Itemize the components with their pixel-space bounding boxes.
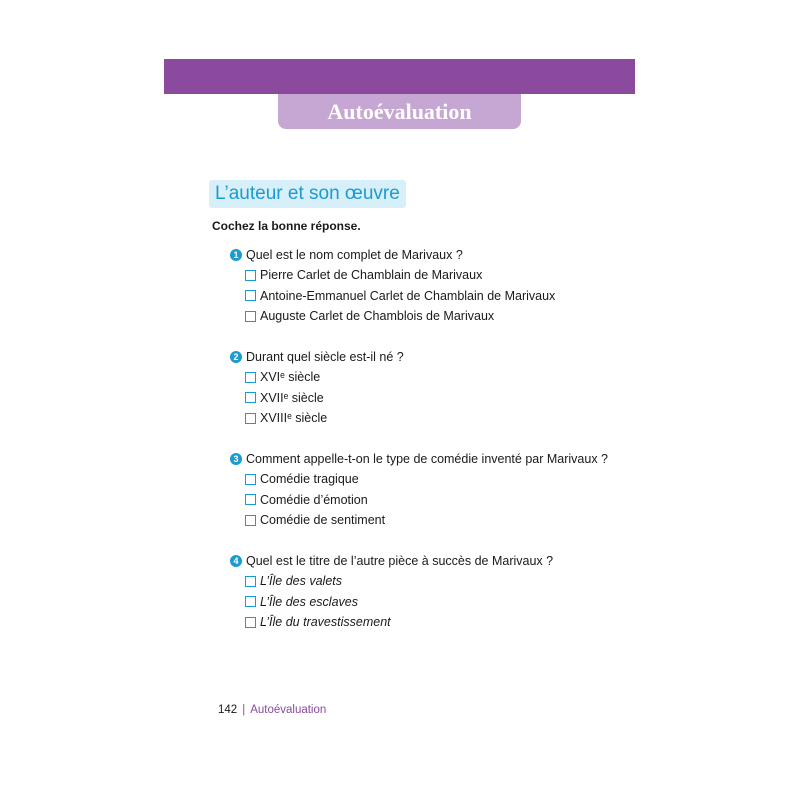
page-number: 142 (218, 704, 238, 716)
answer-checkbox[interactable] (245, 290, 256, 301)
answer-label: XVIIᵉ siècle (260, 390, 324, 405)
answer-label: XVIᵉ siècle (260, 370, 321, 385)
answer-option (245, 490, 650, 511)
answer-checkbox[interactable] (245, 392, 256, 403)
question-text: Quel est le nom complet de Marivaux ? (246, 248, 463, 262)
question-text: Quel est le titre de l’autre pièce à succès de Marivaux ? (246, 554, 554, 568)
answer-checkbox[interactable] (245, 617, 256, 628)
answer-option (245, 612, 650, 633)
answer-option (245, 510, 650, 531)
answer-label: Comédie d’émotion (260, 492, 368, 507)
question-text: Comment appelle-t-on le type de comédie inventé par Marivaux ? (246, 452, 608, 466)
running-head: Autoévaluation (250, 704, 327, 716)
answer-checkbox[interactable] (245, 413, 256, 424)
footer-separator: | (242, 704, 246, 716)
answer-option (245, 388, 650, 409)
answer-checkbox[interactable] (245, 596, 256, 607)
answer-option (245, 469, 650, 490)
answer-checkbox[interactable] (245, 515, 256, 526)
question-number-badge: 2 (230, 351, 242, 363)
answer-label: L’Île du travestissement (260, 615, 391, 630)
instruction-text: Cochez la bonne réponse. (212, 219, 361, 233)
question-text: Durant quel siècle est-il né ? (246, 350, 404, 364)
answer-option (245, 571, 650, 592)
answer-label: Pierre Carlet de Chamblain de Marivaux (260, 268, 483, 283)
answer-option (245, 408, 650, 429)
answer-label: Antoine-Emmanuel Carlet de Chamblain de Marivaux (260, 288, 556, 303)
answer-label: Comédie tragique (260, 472, 359, 487)
question-number-badge: 3 (230, 453, 242, 465)
answer-checkbox[interactable] (245, 372, 256, 383)
answer-checkbox[interactable] (245, 311, 256, 322)
answer-label: XVIIIᵉ siècle (260, 411, 328, 426)
question-1 (230, 245, 650, 327)
page-title: Autoévaluation (327, 98, 472, 124)
answer-checkbox[interactable] (245, 270, 256, 281)
answer-option (245, 592, 650, 613)
answer-checkbox[interactable] (245, 576, 256, 587)
answer-option (245, 265, 650, 286)
question-4 (230, 551, 650, 633)
header-band (164, 59, 635, 94)
answer-label: L’Île des valets (260, 574, 342, 589)
question-2 (230, 347, 650, 429)
question-3 (230, 449, 650, 531)
title-tab (278, 94, 521, 129)
section-heading: L’auteur et son œuvre (209, 180, 406, 208)
answer-label: Comédie de sentiment (260, 513, 386, 528)
question-number-badge: 4 (230, 555, 242, 567)
answer-option (245, 306, 650, 327)
answer-label: L’Île des esclaves (260, 594, 358, 609)
page-footer (218, 704, 326, 716)
question-number-badge: 1 (230, 249, 242, 261)
answer-checkbox[interactable] (245, 474, 256, 485)
answer-option (245, 367, 650, 388)
answer-label: Auguste Carlet de Chamblois de Marivaux (260, 309, 495, 324)
answer-option (245, 286, 650, 307)
answer-checkbox[interactable] (245, 494, 256, 505)
